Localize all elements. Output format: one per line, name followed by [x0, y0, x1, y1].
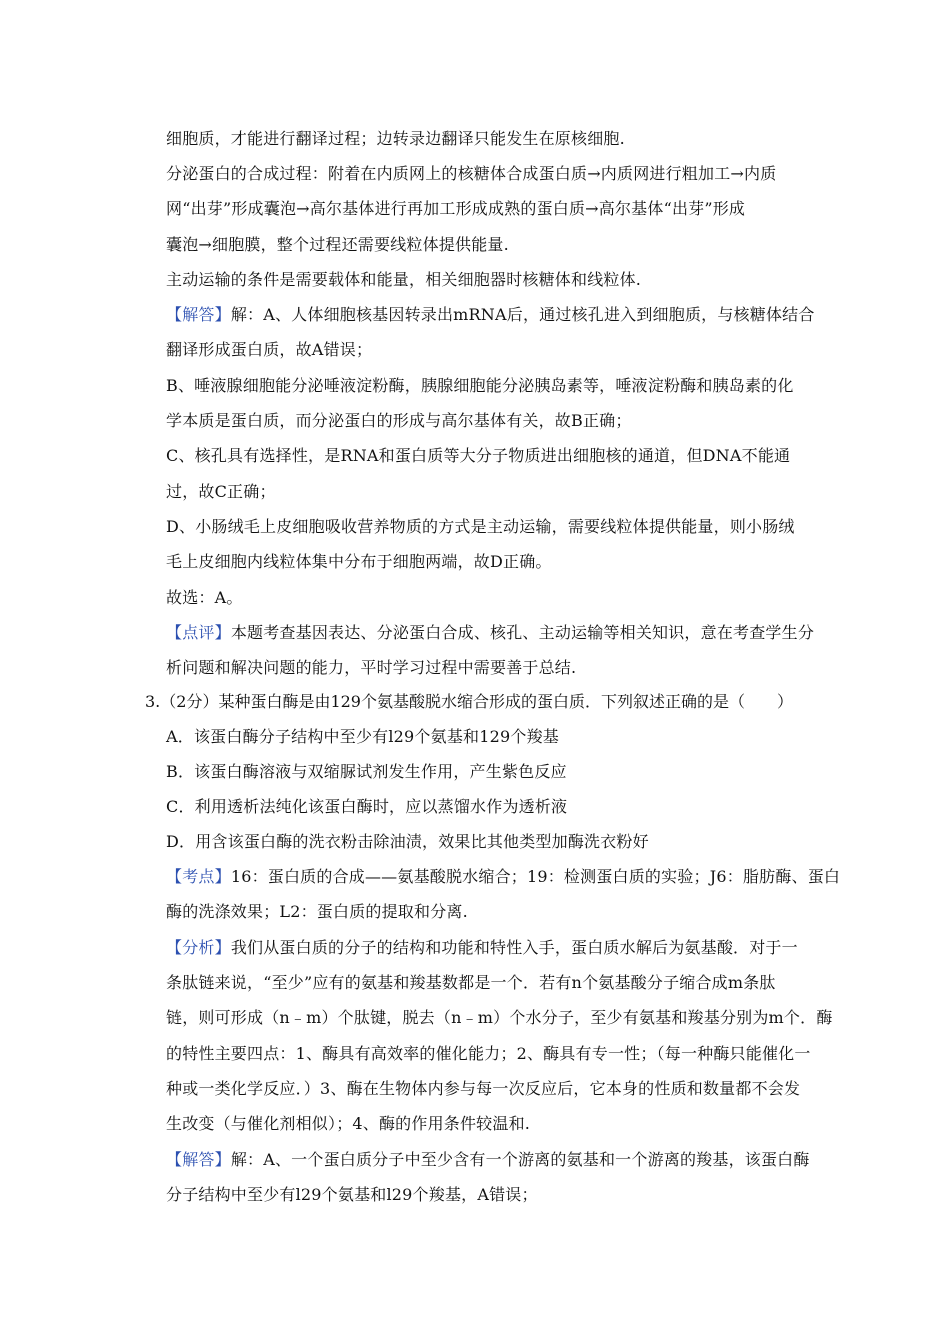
q2-analysis-line: 囊泡→细胞膜，整个过程还需要线粒体提供能量.	[166, 235, 509, 254]
question-number: 3.	[145, 692, 161, 711]
q2-answer-line: 翻译形成蛋白质，故A错误；	[166, 340, 373, 359]
q2-answer-line: D、小肠绒毛上皮细胞吸收营养物质的方式是主动运输，需要线粒体提供能量，则小肠绒	[166, 517, 795, 536]
q3-analysis-line: 种或一类化学反应．）3、酶在生物体内参与每一次反应后，它本身的性质和数量都不会发	[166, 1079, 801, 1098]
answer-text: 解：A、一个蛋白质分子中至少含有一个游离的氨基和一个游离的羧基，该蛋白酶	[230, 1150, 810, 1169]
q3-analysis-line: 链，则可形成（n﹣m）个肽键，脱去（n﹣m）个水分子，至少有氨基和羧基分别为m个．酶	[166, 1008, 833, 1027]
q3-answer-line: 分子结构中至少有l29个氨基和l29个羧基，A错误；	[166, 1185, 538, 1204]
kaodian-text: 16：蛋白质的合成——氨基酸脱水缩合；19：检测蛋白质的实验；J6：脂肪酶、蛋白	[230, 867, 841, 886]
q3-option-b: B．该蛋白酶溶液与双缩脲试剂发生作用，产生紫色反应	[166, 762, 567, 781]
q2-analysis-line: 细胞质，才能进行翻译过程；边转录边翻译只能发生在原核细胞.	[166, 129, 625, 148]
q2-answer-line: 毛上皮细胞内线粒体集中分布于细胞两端，故D正确。	[166, 552, 552, 571]
q3-analysis-line: 生改变（与催化剂相似）；4、酶的作用条件较温和.	[166, 1114, 531, 1133]
q3-stem-line	[145, 691, 825, 713]
answer-tag: 【解答】	[166, 1150, 231, 1169]
q3-analysis-line	[166, 937, 816, 959]
q2-analysis-line: 主动运输的条件是需要载体和能量，相关细胞器时核糖体和线粒体.	[166, 270, 642, 289]
q3-answer-line	[166, 1149, 816, 1171]
q3-option-d: D．用含该蛋白酶的洗衣粉击除油渍，效果比其他类型加酶洗衣粉好	[166, 832, 649, 851]
q3-analysis-line: 条肽链来说，“至少”应有的氨基和羧基数都是一个．若有n个氨基酸分子缩合成m条肽	[166, 973, 776, 992]
q3-kaodian-line: 酶的洗涤效果；L2：蛋白质的提取和分离.	[166, 902, 468, 921]
q2-analysis-line: 分泌蛋白的合成过程：附着在内质网上的核糖体合成蛋白质→内质网进行粗加工→内质	[166, 164, 777, 183]
q2-answer-line: C、核孔具有选择性，是RNA和蛋白质等大分子物质进出细胞核的通道，但DNA不能通	[166, 446, 791, 465]
q2-comment-line: 析问题和解决问题的能力，平时学习过程中需要善于总结.	[166, 658, 577, 677]
analysis-tag: 【分析】	[166, 938, 231, 957]
q2-comment-line	[166, 622, 816, 644]
q2-answer-line: 故选：A。	[166, 588, 243, 607]
q2-answer-line	[166, 304, 816, 326]
question-stem: （2分）某种蛋白酶是由129个氨基酸脱水缩合形成的蛋白质．下列叙述正确的是（ ）	[160, 692, 793, 711]
q2-answer-line: 过，故C正确；	[166, 482, 276, 501]
answer-text: 解：A、人体细胞核基因转录出mRNA后，通过核孔进入到细胞质，与核糖体结合	[230, 305, 815, 324]
q3-analysis-line: 的特性主要四点：1、酶具有高效率的催化能力；2、酶具有专一性；（每一种酶只能催化一	[166, 1044, 811, 1063]
q2-answer-line: 学本质是蛋白质，而分泌蛋白的形成与高尔基体有关，故B正确；	[166, 411, 632, 430]
q3-kaodian-line	[166, 866, 841, 888]
q2-analysis-line: 网“出芽”形成囊泡→高尔基体进行再加工形成成熟的蛋白质→高尔基体“出芽”形成	[166, 199, 746, 218]
q3-option-c: C．利用透析法纯化该蛋白酶时，应以蒸馏水作为透析液	[166, 797, 568, 816]
q3-option-a: A．该蛋白酶分子结构中至少有l29个氨基和129个羧基	[166, 727, 559, 746]
answer-tag: 【解答】	[166, 305, 231, 324]
kaodian-tag: 【考点】	[166, 867, 231, 886]
q2-answer-line: B、唾液腺细胞能分泌唾液淀粉酶，胰腺细胞能分泌胰岛素等，唾液淀粉酶和胰岛素的化	[166, 376, 794, 395]
comment-tag: 【点评】	[166, 623, 231, 642]
comment-text: 本题考查基因表达、分泌蛋白合成、核孔、主动运输等相关知识，意在考查学生分	[230, 623, 815, 642]
analysis-text: 我们从蛋白质的分子的结构和功能和特性入手，蛋白质水解后为氨基酸．对于一	[230, 938, 798, 957]
